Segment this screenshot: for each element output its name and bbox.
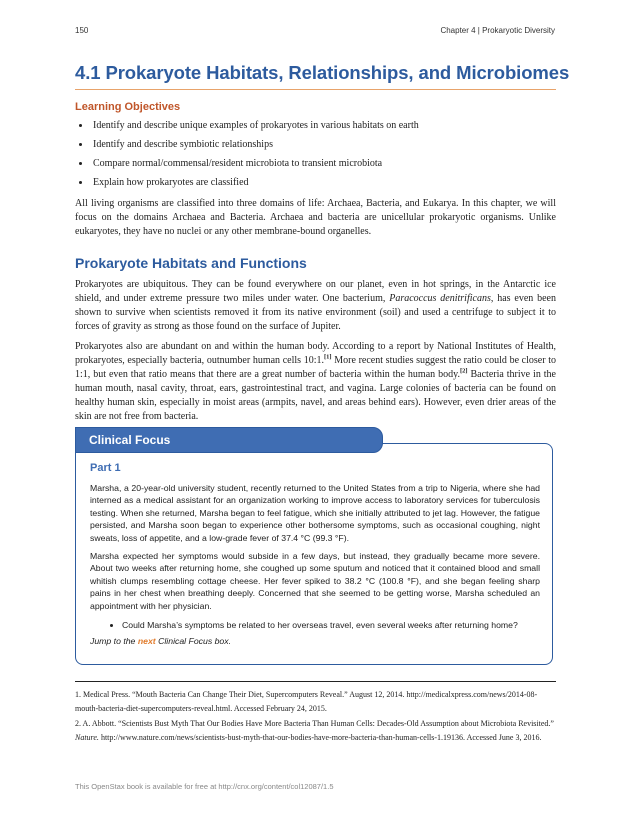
footnote-divider	[75, 681, 556, 682]
chapter-title: Chapter 4 | Prokaryotic Diversity	[440, 26, 555, 35]
footnotes	[75, 688, 556, 746]
clinical-focus-tab: Clinical Focus	[75, 427, 383, 453]
list-item: • Could Marsha’s symptoms be related to her overseas travel, even several weeks after returning home?	[122, 619, 540, 632]
clinical-focus-part: Part 1	[90, 462, 121, 474]
learning-objectives-list	[75, 116, 556, 192]
footnote-ref-2[interactable]: [2]	[459, 367, 468, 375]
habitats-paragraph-1: Prokaryotes are ubiquitous. They can be found everywhere on our planet, even in hot springs, in the Antarctic ice shield, and under extreme pressure two miles under water. One bacterium, Paracoccus denitrificans, has even been shown to survive when scientists removed it from its native environment (soil) and used a centrifuge to subject it to forces of gravity as strong as those found on the surface of Jupiter.	[75, 279, 556, 332]
page-number: 150	[75, 26, 89, 35]
footnote-2: 2. A. Abbott. “Scientists Bust Myth That Our Bodies Have More Bacteria Than Human Cells: Decades-Old Assumption about Microbiota Revisited.” Nature. http://www.nature.com/news/scientists-bust-myth-that-our-bodies-have-more-bacteria-than-human-cells-1.19136. Accessed June 3, 2016.	[75, 719, 554, 742]
list-item: • Identify and describe symbiotic relationships	[91, 135, 556, 154]
list-item: • Explain how prokaryotes are classified	[91, 173, 556, 192]
habitats-heading: Prokaryote Habitats and Functions	[75, 255, 307, 271]
clinical-focus-jump: Jump to the next Clinical Focus box.	[90, 636, 232, 647]
habitats-paragraph-2: Prokaryotes also are abundant on and within the human body. According to a report by National Institutes of Health, prokaryotes, especially bacteria, outnumber human cells 10:1.[1] More recent studies suggest the ratio could be closer to 1:1, but even that ratio means that there are a great number of bacteria within the human body.[2] Bacteria thrive in the human mouth, nasal cavity, throat, ears, gastrointestinal tract, and vagina. Large colonies of bacteria can be found on healthy human skin, especially in moist areas (armpits, navel, and areas behind ears). However, even drier areas of the skin are not free from bacteria.	[75, 341, 556, 422]
learning-objectives-heading: Learning Objectives	[75, 101, 181, 113]
clinical-focus-paragraph-1: Marsha, a 20-year-old university student, recently returned to the United States from a trip to Nigeria, where she had interned as a medical assistant for an organization working to improve access to laboratory services for tuberculosis testing. When she returned, Marsha began to feel fatigue, which she initially attributed to jet lag. However, the fatigue persisted, and Marsha soon began to experience other bothersome symptoms, such as occasional coughing, night sweats, loss of appetite, and a low-grade fever of 37.4 °C (99.3 °F).	[90, 482, 540, 543]
page-footer: This OpenStax book is available for free at http://cnx.org/content/col12087/1.5	[75, 782, 334, 791]
list-item: • Compare normal/commensal/resident microbiota to transient microbiota	[91, 154, 556, 173]
footnote-1: 1. Medical Press. “Mouth Bacteria Can Change Their Diet, Supercomputers Reveal.” August 12, 2014. http://medicalxpress.com/news/2014-08-mouth-bacteria-diet-supercomputers-reveal.html. Accessed February 24, 2015.	[75, 690, 538, 713]
clinical-focus-content	[90, 462, 540, 648]
footnote-ref-1[interactable]: [1]	[324, 353, 332, 361]
section-title: 4.1 Prokaryote Habitats, Relationships, and Microbiomes	[75, 62, 556, 90]
species-name: Paracoccus denitrificans	[389, 293, 491, 304]
intro-paragraph: All living organisms are classified into three domains of life: Archaea, Bacteria, and Eukarya. In this chapter, we will focus on the domains Archaea and Bacteria. Archaea and bacteria are unicellular prokaryotic organisms. Unlike eukaryotes, they have no nuclei or any other membrane-bound organelles.	[75, 198, 556, 237]
journal-name: Nature.	[75, 732, 99, 742]
next-link[interactable]: next	[137, 636, 156, 647]
clinical-focus-questions	[90, 619, 540, 632]
main-content	[75, 62, 570, 424]
clinical-focus-paragraph-2: Marsha expected her symptoms would subside in a few days, but instead, they gradually became more severe. About two weeks after returning home, she coughed up some sputum and noticed that it contained blood and small whitish clumps resembling cottage cheese. Her fever spiked to 38.2 °C (100.8 °F), and she began feeling sharp pains in her chest when breathing deeply. Concerned that she seemed to be getting worse, Marsha scheduled an appointment with her physician.	[90, 550, 540, 611]
list-item: • Identify and describe unique examples of prokaryotes in various habitats on earth	[91, 116, 556, 135]
